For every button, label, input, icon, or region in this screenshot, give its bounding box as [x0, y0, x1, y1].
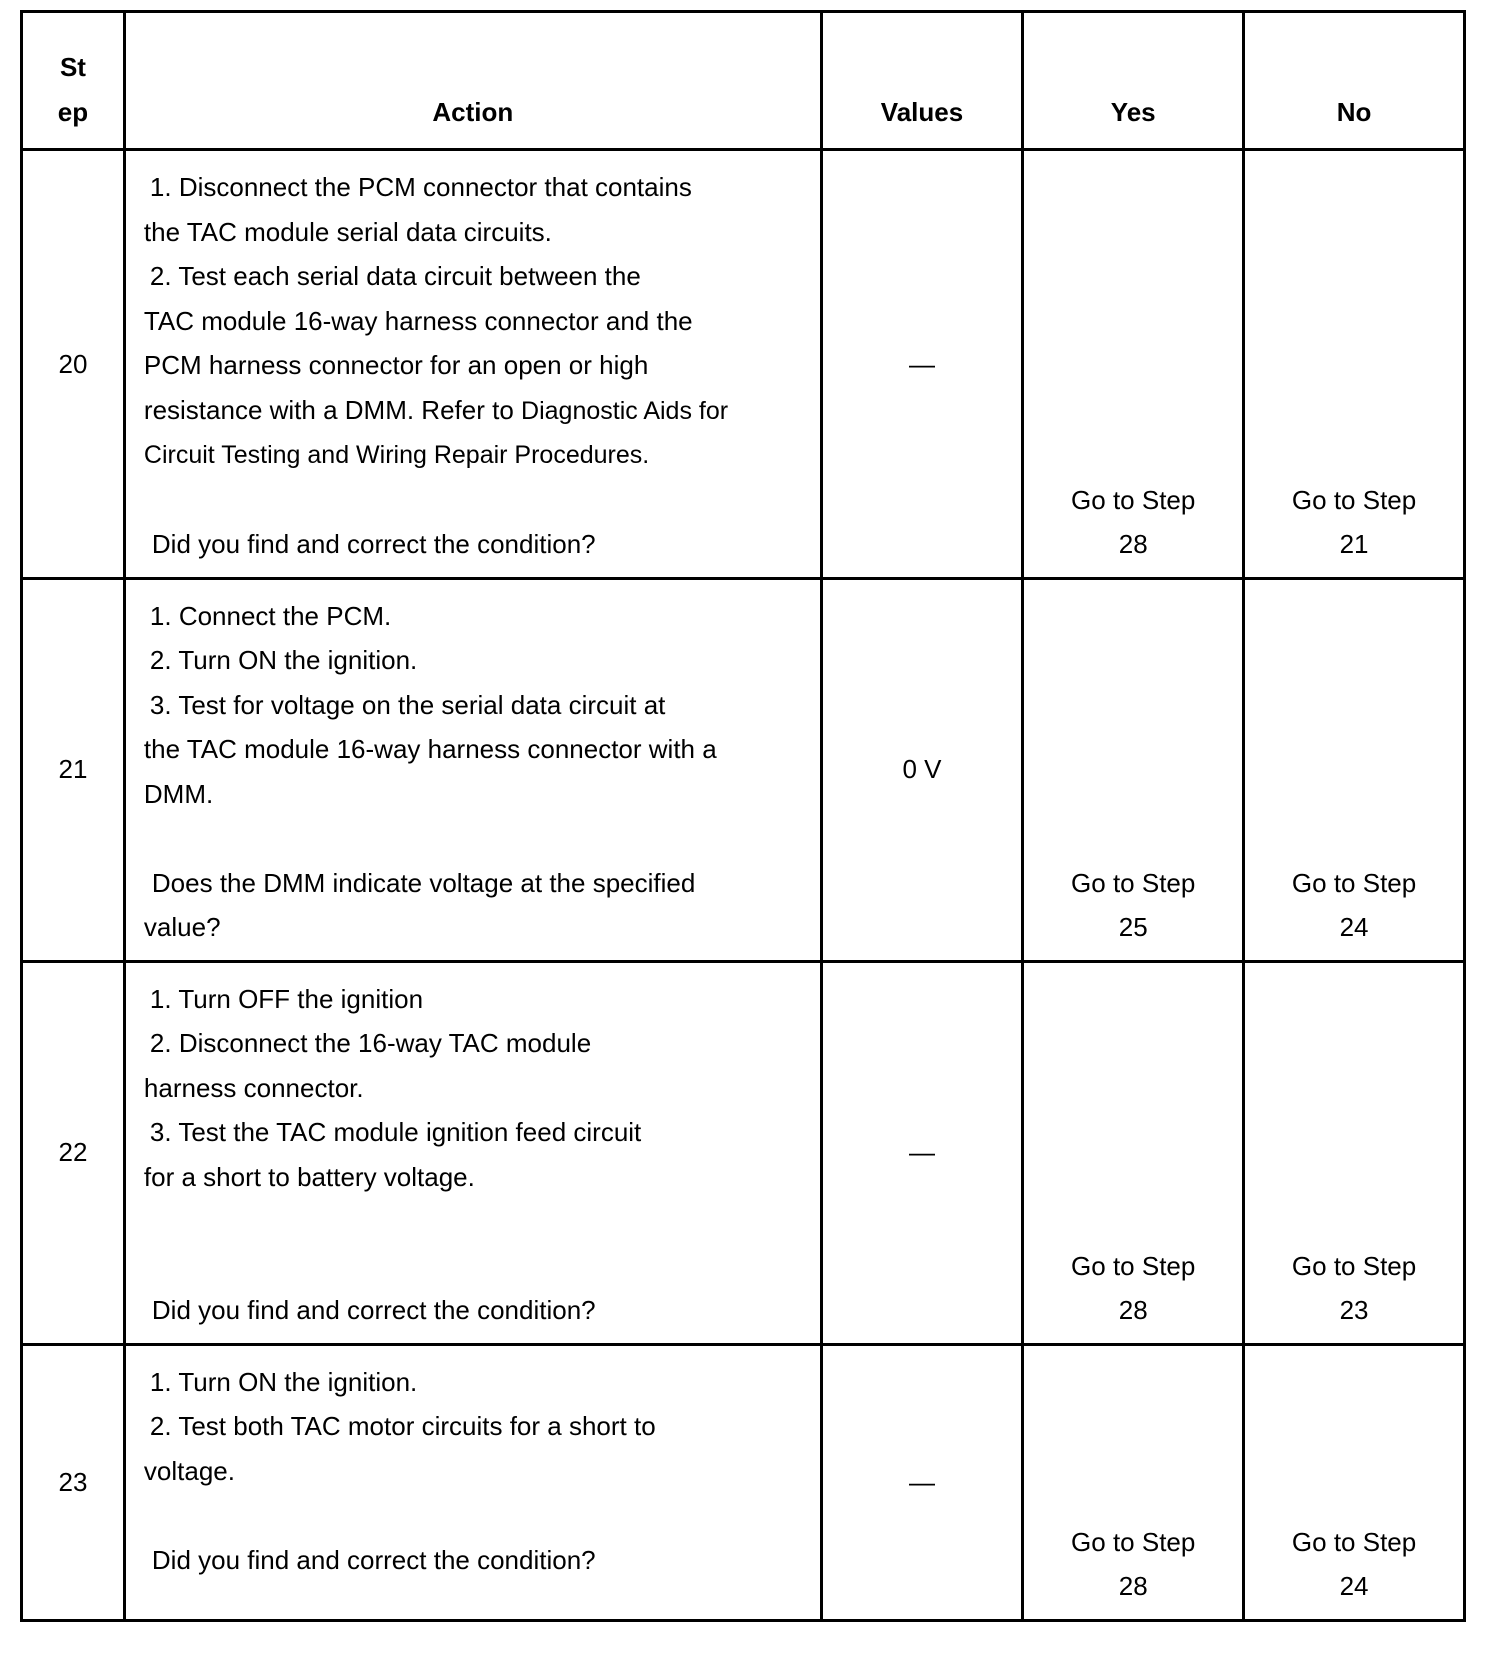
value-cell: —: [821, 961, 1023, 1344]
table-row: [22, 961, 1465, 1344]
yes-cell: Go to Step 28: [1023, 1344, 1244, 1620]
step-number: 22: [22, 961, 125, 1344]
diagnostic-table: [20, 10, 1466, 1622]
header-values: Values: [821, 12, 1023, 150]
question: Did you find and correct the condition?: [151, 529, 596, 559]
yes-cell: Go to Step 28: [1023, 961, 1244, 1344]
question: Did you find and correct the condition?: [151, 1544, 596, 1575]
header-no: No: [1244, 12, 1465, 150]
action-cell: 1. Connect the PCM. 2. Turn ON the ignition. 3. Test for voltage on the serial data circuit at the TAC module 16-way harness connector with a DMM. Does the DMM indicate voltage at the specified value?: [124, 578, 821, 961]
table-row: [22, 578, 1465, 961]
header-yes: Yes: [1023, 12, 1244, 150]
question: Did you find and correct the condition?: [151, 1295, 596, 1325]
no-cell: Go to Step 24: [1244, 578, 1465, 961]
no-cell: Go to Step 21: [1244, 150, 1465, 579]
reference-link: Diagnostic Aids for: [521, 396, 729, 425]
yes-cell: Go to Step 25: [1023, 578, 1244, 961]
table-row: [22, 1344, 1465, 1620]
yes-cell: Go to Step 28: [1023, 150, 1244, 579]
action-cell: 1. Turn OFF the ignition 2. Disconnect the 16-way TAC module harness connector. 3. Test the TAC module ignition feed circuit for a short to battery voltage. Did you find and correct the condition?: [124, 961, 821, 1344]
header-action: Action: [124, 12, 821, 150]
header-step: St ep: [22, 12, 125, 150]
no-cell: Go to Step 24: [1244, 1344, 1465, 1620]
step-number: 21: [22, 578, 125, 961]
step-number: 20: [22, 150, 125, 579]
value-cell: —: [821, 150, 1023, 579]
step-number: 23: [22, 1344, 125, 1620]
value-cell: —: [821, 1344, 1023, 1620]
value-cell: 0 V: [821, 578, 1023, 961]
no-cell: Go to Step 23: [1244, 961, 1465, 1344]
action-cell: 1. Turn ON the ignition. 2. Test both TAC motor circuits for a short to voltage. Did you find and correct the condition?: [124, 1344, 821, 1620]
question: Does the DMM indicate voltage at the specified: [151, 867, 696, 898]
table-row: [22, 150, 1465, 579]
action-cell: 1. Disconnect the PCM connector that contains the TAC module serial data circuits. 2. Test each serial data circuit between the TAC module 16-way harness connector and the PCM harness connector for an open or high resistance with a DMM. Refer to Diagnostic Aids for Circuit Testing and Wiring Repair Procedures. Did you find and correct the condition?: [124, 150, 821, 579]
header-row: [22, 12, 1465, 150]
